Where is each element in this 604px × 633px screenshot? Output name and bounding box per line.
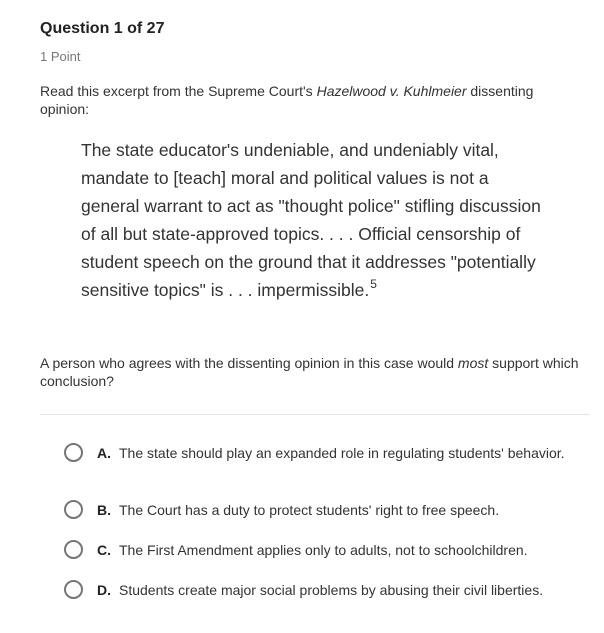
followup-text-end: support which conclusion?	[40, 355, 579, 389]
option-letter: C.	[97, 542, 111, 558]
followup-emphasis: most	[457, 355, 489, 371]
option-text: The First Amendment applies only to adults, not to schoolchildren.	[119, 542, 528, 558]
footnote-marker: 5	[370, 277, 377, 291]
prompt-intro-end: dissenting opinion:	[40, 83, 534, 117]
radio-button-c[interactable]	[64, 540, 83, 559]
option-c[interactable]	[64, 541, 594, 559]
option-text: The Court has a duty to protect students' right to free speech.	[119, 502, 500, 518]
option-b[interactable]	[64, 501, 594, 519]
followup-question	[40, 354, 580, 390]
excerpt-quote	[81, 136, 551, 304]
radio-button-a[interactable]	[64, 443, 83, 462]
question-prompt	[40, 82, 580, 118]
divider	[40, 414, 590, 415]
prompt-intro: Read this excerpt from the Supreme Court's	[40, 83, 317, 99]
option-text: Students create major social problems by abusing their civil liberties.	[119, 582, 544, 598]
points-label: 1 Point	[40, 49, 81, 64]
radio-button-d[interactable]	[64, 580, 83, 599]
radio-button-b[interactable]	[64, 500, 83, 519]
question-title: Question 1 of 27	[40, 20, 165, 37]
option-text: The state should play an expanded role in regulating students' behavior.	[119, 445, 565, 461]
excerpt-text: The state educator's undeniable, and undeniably vital, mandate to [teach] moral and political values is not a general warrant to act as "thought police" stifling discussion of all but state-approved topics. . . . Official censorship of student speech on the ground that it addresses "potentially sensitive topics" is . . . impermissible.	[81, 140, 541, 300]
case-name: Hazelwood v. Kuhlmeier	[316, 83, 467, 99]
option-d[interactable]	[64, 581, 594, 599]
option-letter: B.	[97, 502, 111, 518]
followup-text: A person who agrees with the dissenting opinion in this case would	[40, 355, 458, 371]
option-letter: D.	[97, 582, 111, 598]
option-a[interactable]	[64, 444, 594, 462]
option-letter: A.	[97, 445, 111, 461]
